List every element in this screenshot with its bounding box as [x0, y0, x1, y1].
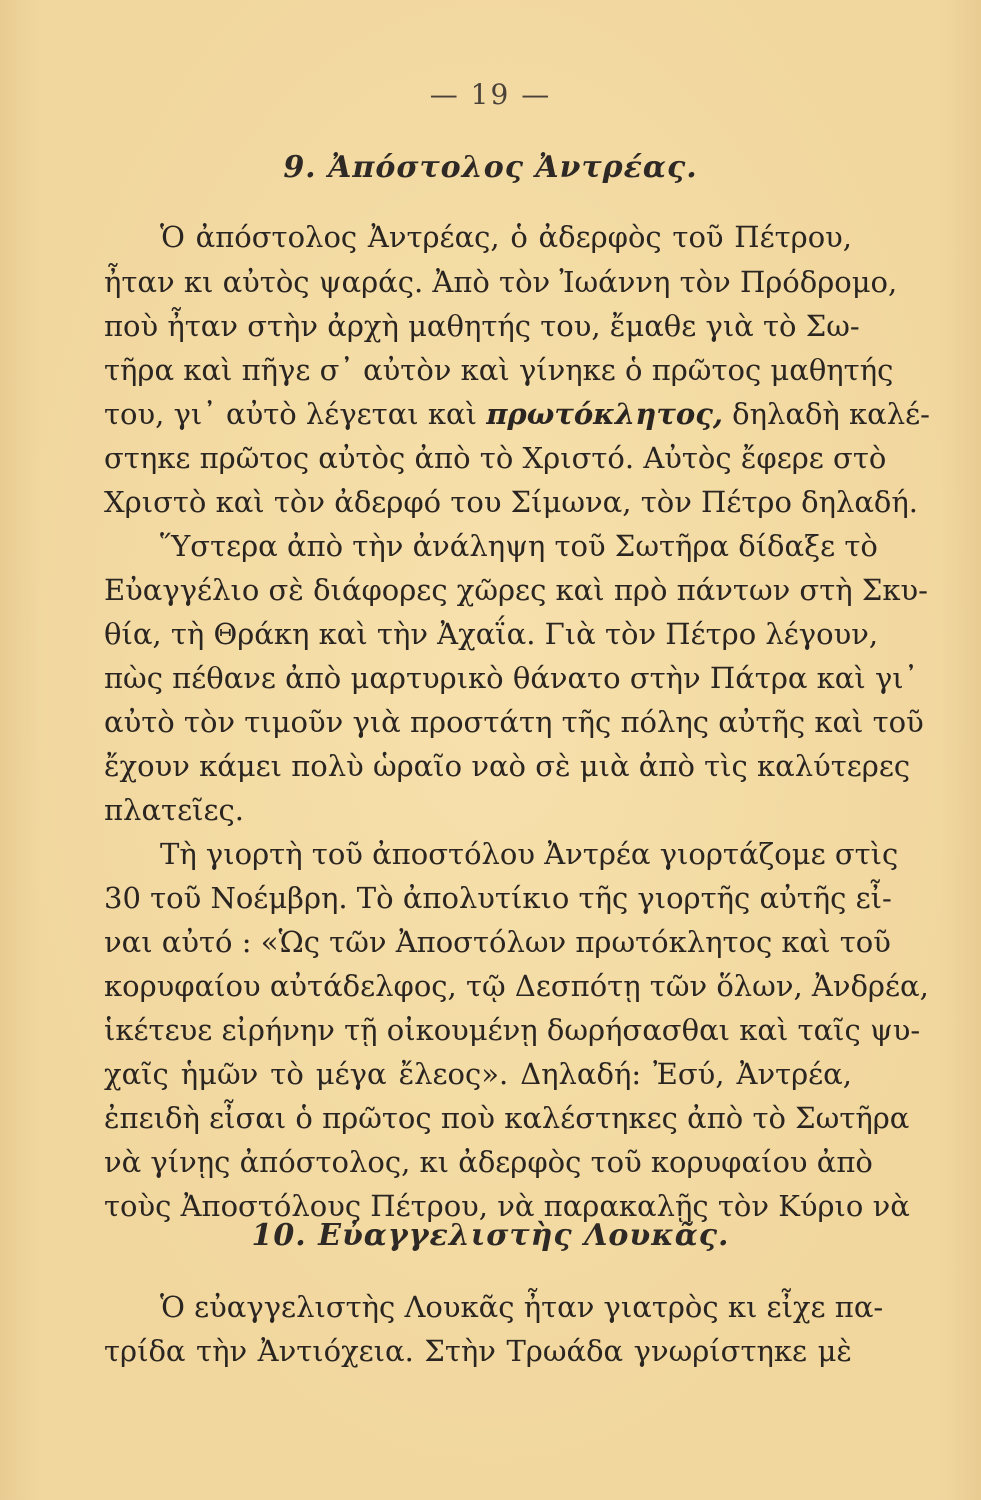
emphasized-word: πρωτόκλητος,	[486, 397, 723, 431]
section-number: 9.	[283, 150, 317, 185]
text-line: Ὕστερα ἀπὸ τὴν ἀνάληψη τοῦ Σωτῆρα δίδαξε τὸ	[160, 529, 878, 563]
section-title: Ἀπόστολος Ἀντρέας.	[328, 150, 698, 185]
section-title: Εὐαγγελιστὴς Λουκᾶς.	[318, 1218, 730, 1253]
text-line: Εὐαγγέλιο σὲ διάφορες χῶρες καὶ πρὸ πάντων στὴ Σκυ-	[104, 573, 928, 607]
text-line: ἱκέτευε εἰρήνην τῇ οἰκουμένῃ δωρήσασθαι καὶ ταῖς ψυ-	[104, 1013, 921, 1047]
text-line: ναι αὐτό : «Ὡς τῶν Ἀποστόλων πρωτόκλητος καὶ τοῦ	[104, 925, 891, 959]
text-line: τοὺς Ἀποστόλους Πέτρου, νὰ παρακαλῇς τὸν Κύριο νὰ	[104, 1189, 910, 1223]
text-line: τῆρα καὶ πῆγε σ᾽ αὐτὸν καὶ γίνηκε ὁ πρῶτος μαθητής	[104, 353, 894, 387]
text-line: χαῖς ἡμῶν τὸ μέγα ἔλεος». Δηλαδή: Ἐσύ, Ἀντρέα,	[104, 1057, 852, 1091]
text-line: νὰ γίνῃς ἀπόστολος, κι ἀδερφὸς τοῦ κορυφαίου ἀπὸ	[104, 1145, 873, 1179]
text-line: πλατεῖες.	[104, 793, 244, 827]
text-line: πὼς πέθανε ἀπὸ μαρτυρικὸ θάνατο στὴν Πάτρα καὶ γι᾽	[104, 661, 919, 695]
text-line: θία, τὴ Θράκη καὶ τὴν Ἀχαΐα. Γιὰ τὸν Πέτρο λέγουν,	[104, 617, 879, 651]
text-line: ἦταν κι αὐτὸς ψαράς. Ἀπὸ τὸν Ἰωάννη τὸν Πρόδρομο,	[104, 265, 898, 299]
text-line: Χριστὸ καὶ τὸν ἀδερφό του Σίμωνα, τὸν Πέτρο δηλαδή.	[104, 485, 918, 519]
text-line: Ὁ ἀπόστολος Ἀντρέας, ὁ ἀδερφὸς τοῦ Πέτρου,	[160, 220, 852, 254]
section-number: 10.	[251, 1218, 307, 1253]
text-line: κορυφαίου αὐτάδελφος, τῷ Δεσπότῃ τῶν ὅλων, Ἀνδρέα,	[104, 969, 929, 1003]
text-line: 30 τοῦ Νοέμβρη. Τὸ ἀπολυτίκιο τῆς γιορτῆς αὐτῆς εἶ-	[104, 881, 892, 915]
text-fragment: του, γι᾽ αὐτὸ λέγεται καὶ	[104, 397, 477, 431]
text-line: αὐτὸ τὸν τιμοῦν γιὰ προστάτη τῆς πόλης αὐτῆς καὶ τοῦ	[104, 705, 924, 739]
text-line: στηκε πρῶτος αὐτὸς ἀπὸ τὸ Χριστό. Αὐτὸς ἔφερε στὸ	[104, 441, 887, 475]
text-line: Τὴ γιορτὴ τοῦ ἀποστόλου Ἀντρέα γιορτάζομε στὶς	[160, 837, 899, 871]
section-heading-andreas	[0, 150, 981, 185]
text-line-with-emphasis	[104, 392, 930, 436]
text-line: ἔχουν κάμει πολὺ ὡραῖο ναὸ σὲ μιὰ ἀπὸ τὶς καλύτερες	[104, 749, 911, 783]
text-line: ποὺ ἦταν στὴν ἀρχὴ μαθητής του, ἔμαθε γιὰ τὸ Σω-	[104, 309, 860, 343]
text-line: τρίδα τὴν Ἀντιόχεια. Στὴν Τρωάδα γνωρίστηκε μὲ	[104, 1334, 852, 1368]
section-heading-loukas	[0, 1218, 981, 1253]
text-line: ἐπειδὴ εἶσαι ὁ πρῶτος ποὺ καλέστηκες ἀπὸ τὸ Σωτῆρα	[104, 1101, 910, 1135]
text-fragment: καλέ-	[849, 397, 930, 431]
text-fragment: δηλαδὴ	[732, 397, 840, 431]
page-number: — 19 —	[429, 78, 552, 111]
text-line: Ὁ εὐαγγελιστὴς Λουκᾶς ἦταν γιατρὸς κι εἶχε πα-	[160, 1290, 884, 1324]
